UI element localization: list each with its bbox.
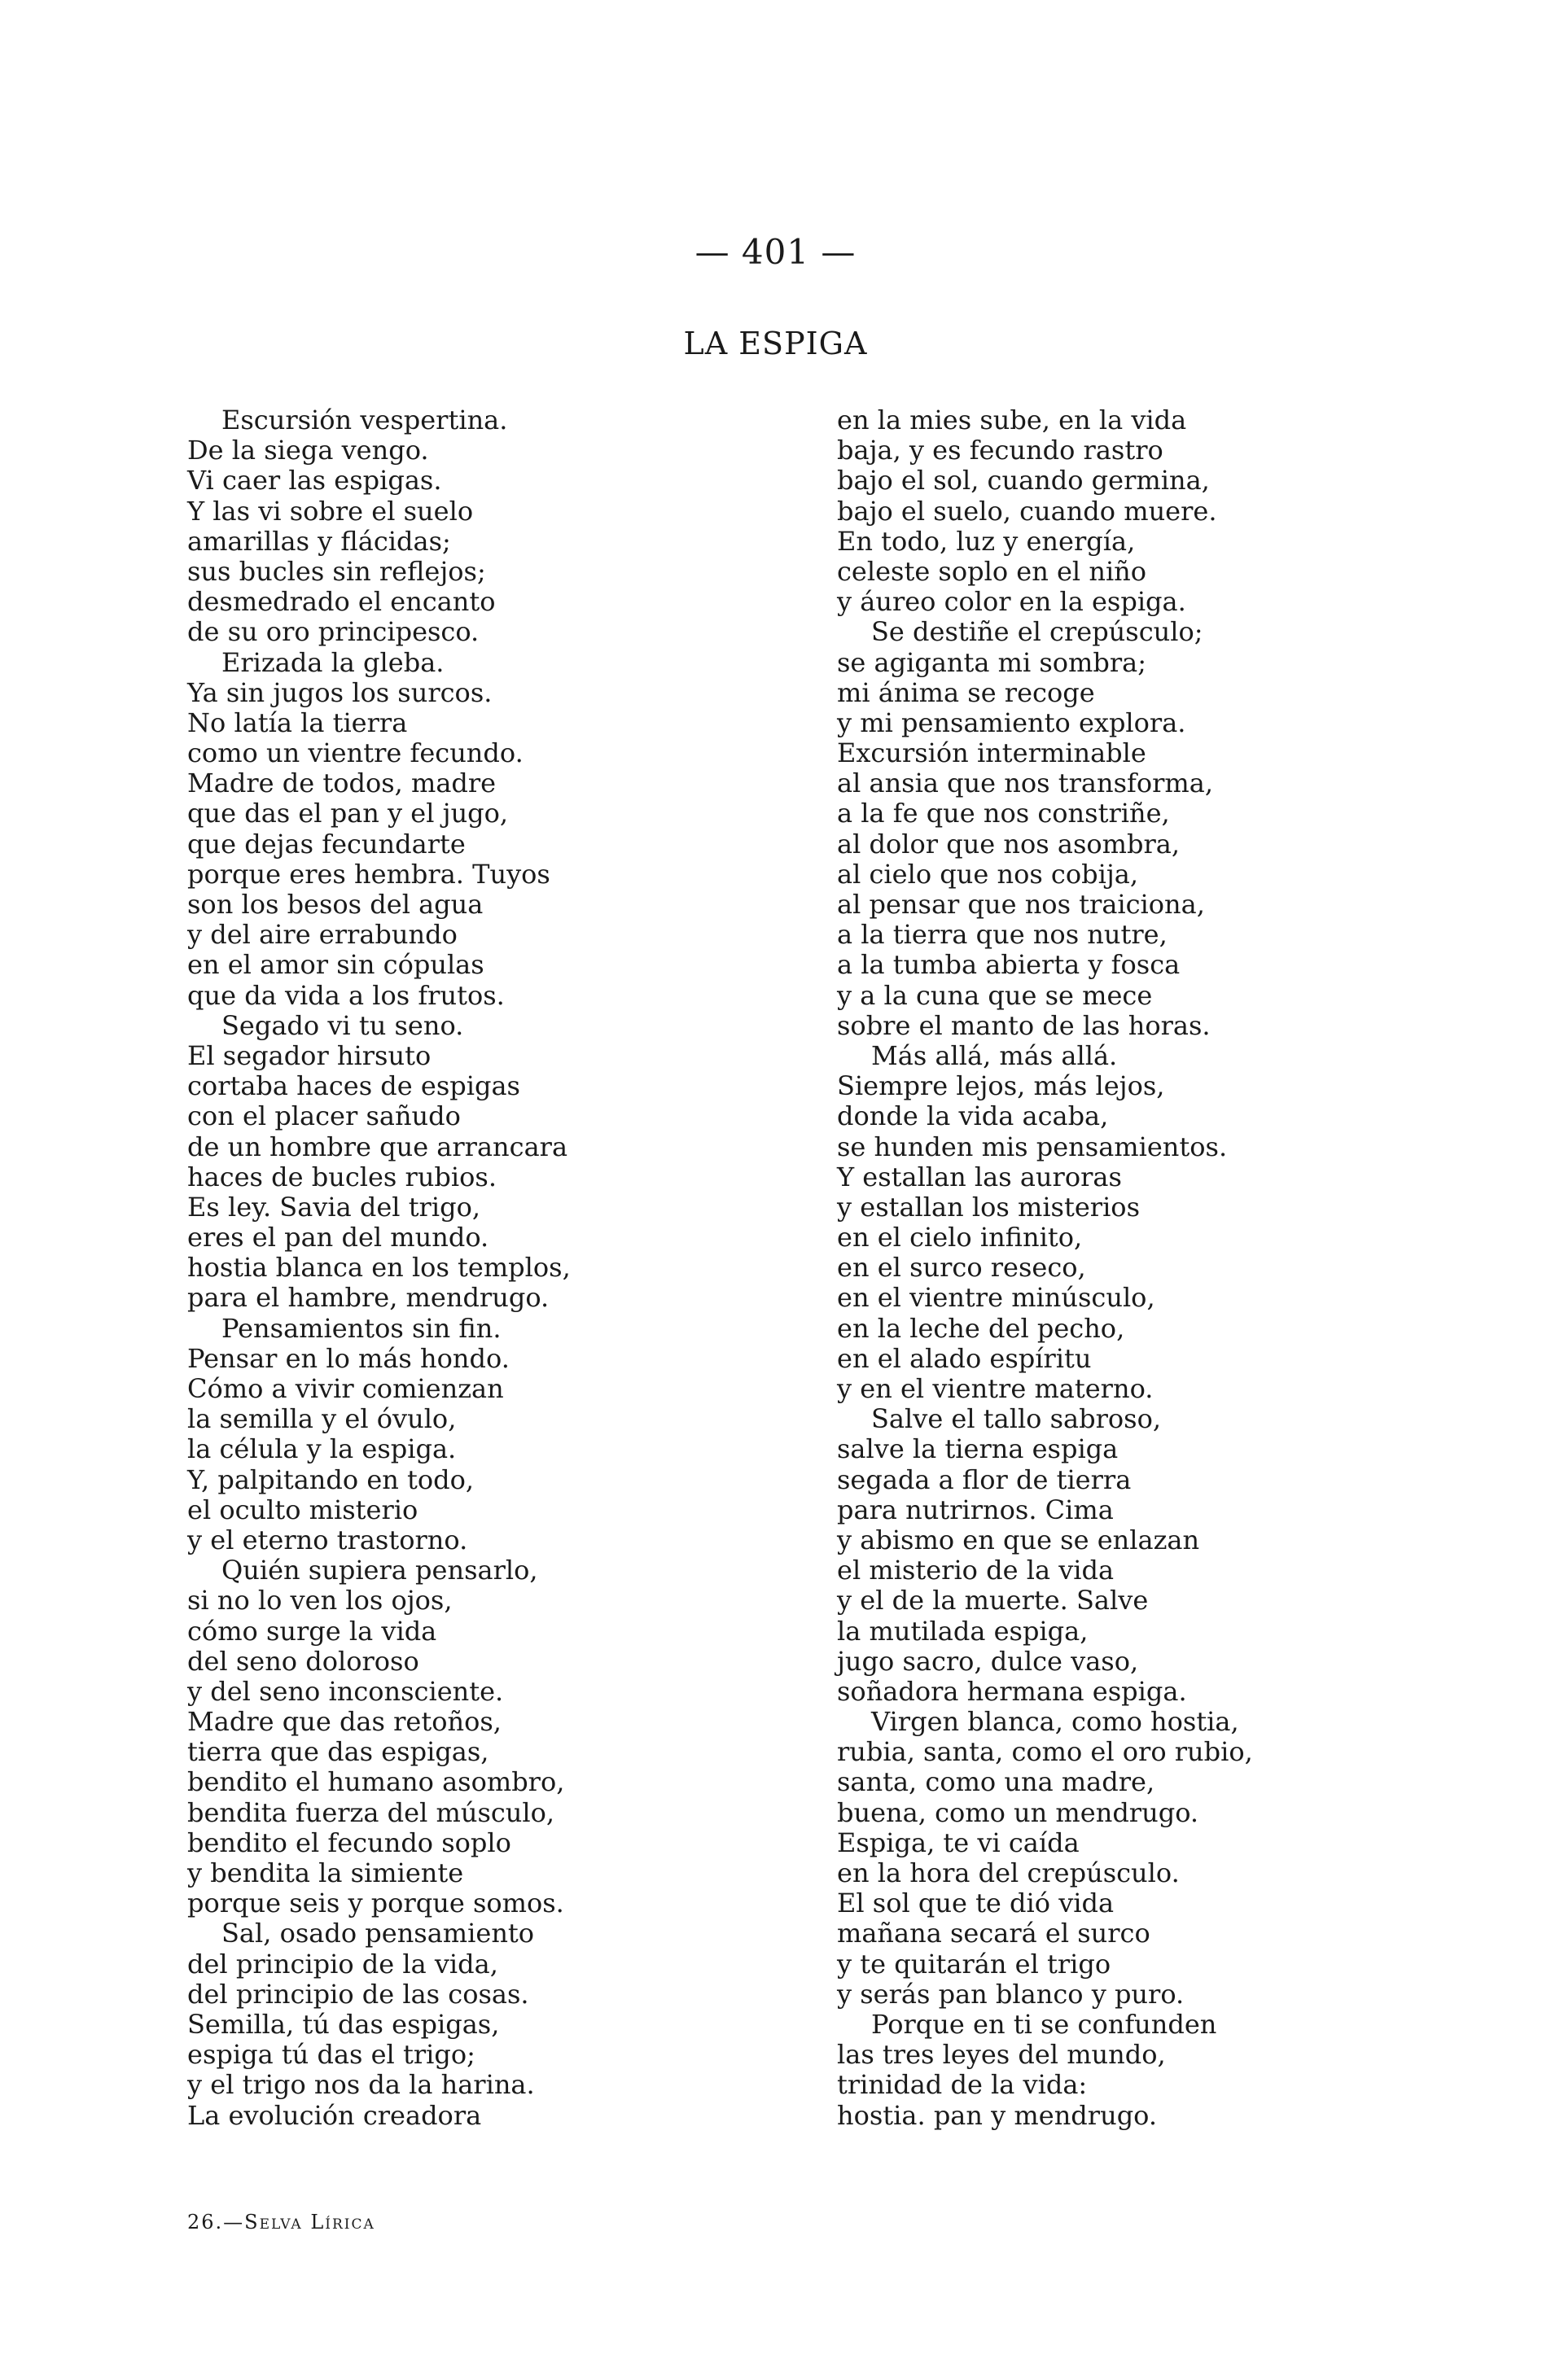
poem-line: Madre que das retoños,: [187, 1706, 502, 1738]
poem-line: En todo, luz y energía,: [837, 525, 1136, 557]
poem-line: de su oro principesco.: [187, 616, 480, 648]
poem-line: la célula y la espiga.: [187, 1433, 457, 1465]
poem-line: Más allá, más allá.: [871, 1039, 1118, 1071]
poem-line: de un hombre que arrancara: [187, 1131, 568, 1162]
poem-line: bendito el humano asombro,: [187, 1766, 565, 1798]
poem-line: La evolución creadora: [187, 2099, 482, 2131]
poem-line: a la fe que nos constriñe,: [837, 798, 1170, 829]
poem-line: mañana secará el surco: [837, 1918, 1150, 1949]
poem-line: en el vientre minúsculo,: [837, 1282, 1155, 1314]
poem-line: que dejas fecundarte: [187, 828, 466, 860]
poem-line: No latía la tierra: [187, 707, 408, 738]
poem-line: Escursión vespertina.: [221, 405, 508, 435]
poem-line: para nutrirnos. Cima: [837, 1494, 1114, 1525]
poem-line: Sal, osado pensamiento: [221, 1918, 535, 1949]
poem-line: porque eres hembra. Tuyos: [187, 858, 550, 890]
poem-line: El segador hirsuto: [187, 1039, 432, 1071]
book-signature: 26.—Selva Lírica: [187, 2211, 375, 2233]
poem-line: Ya sin jugos los surcos.: [187, 676, 493, 708]
poem-line: se agiganta mi sombra;: [837, 646, 1147, 678]
poem-line: porque seis y porque somos.: [187, 1888, 564, 1919]
poem-line: De la siega vengo.: [187, 435, 429, 466]
poem-line: Y, palpitando en todo,: [187, 1463, 475, 1495]
poem-line: bajo el sol, cuando germina,: [837, 465, 1210, 497]
poem-line: a la tumba abierta y fosca: [837, 949, 1181, 981]
poem-line: eres el pan del mundo.: [187, 1222, 489, 1253]
poem-line: sus bucles sin reflejos;: [187, 555, 486, 587]
page-number: — 401 —: [694, 232, 857, 272]
poem-line: Porque en ti se confunden: [871, 2008, 1217, 2040]
poem-title: LA ESPIGA: [683, 326, 868, 361]
poem-line: Vi caer las espigas.: [187, 465, 442, 497]
poem-line: bajo el suelo, cuando muere.: [837, 495, 1217, 527]
poem-line: celeste soplo en el niño: [837, 555, 1147, 587]
poem-line: Quién supiera pensarlo,: [221, 1555, 538, 1586]
poem-line: y bendita la simiente: [187, 1857, 464, 1888]
poem-line: y el de la muerte. Salve: [837, 1585, 1149, 1617]
poem-line: al dolor que nos asombra,: [837, 828, 1181, 860]
poem-line: y áureo color en la espiga.: [837, 586, 1186, 618]
poem-line: y del seno inconsciente.: [187, 1675, 504, 1707]
poem-line: bendito el fecundo soplo: [187, 1827, 511, 1858]
poem-line: soñadora hermana espiga.: [837, 1675, 1187, 1707]
poem-line: Y las vi sobre el suelo: [187, 495, 474, 527]
poem-line: tierra que das espigas,: [187, 1736, 489, 1768]
poem-line: y en el vientre materno.: [837, 1373, 1154, 1404]
poem-line: bendita fuerza del músculo,: [187, 1796, 555, 1828]
poem-line: Madre de todos, madre: [187, 768, 497, 799]
poem-line: donde la vida acaba,: [837, 1100, 1109, 1132]
poem-line: para el hambre, mendrugo.: [187, 1282, 550, 1314]
poem-column-right: [837, 405, 1342, 2131]
poem-line: el misterio de la vida: [837, 1555, 1115, 1586]
poem-line: las tres leyes del mundo,: [837, 2039, 1166, 2071]
poem-line: como un vientre fecundo.: [187, 737, 524, 769]
poem-line: y el eterno trastorno.: [187, 1524, 468, 1555]
poem-line: en el surco reseco,: [837, 1252, 1086, 1284]
poem-line: Y estallan las auroras: [837, 1161, 1122, 1192]
poem-line: desmedrado el encanto: [187, 586, 496, 618]
poem-line: del principio de la vida,: [187, 1948, 498, 1980]
poem-line: al ansia que nos transforma,: [837, 768, 1214, 799]
poem-line: espiga tú das el trigo;: [187, 2039, 475, 2071]
poem-line: en la leche del pecho,: [837, 1312, 1125, 1344]
poem-line: jugo sacro, dulce vaso,: [837, 1645, 1139, 1677]
poem-line: y mi pensamiento explora.: [837, 707, 1186, 738]
poem-line: en la hora del crepúsculo.: [837, 1857, 1180, 1888]
poem-line: Erizada la gleba.: [221, 646, 445, 678]
poem-line: Cómo a vivir comienzan: [187, 1373, 504, 1404]
poem-line: salve la tierna espiga: [837, 1433, 1119, 1465]
poem-line: Segado vi tu seno.: [221, 1009, 464, 1041]
poem-line: y estallan los misterios: [837, 1191, 1140, 1223]
poem-line: Espiga, te vi caída: [837, 1827, 1080, 1858]
poem-line: El sol que te dió vida: [837, 1888, 1115, 1919]
poem-line: del principio de las cosas.: [187, 1978, 529, 2010]
poem-line: se hunden mis pensamientos.: [837, 1131, 1228, 1162]
poem-line: Excursión interminable: [837, 737, 1146, 769]
poem-line: Virgen blanca, como hostia,: [871, 1706, 1239, 1738]
poem-line: buena, como un mendrugo.: [837, 1796, 1199, 1828]
poem-line: son los besos del agua: [187, 889, 484, 920]
poem-line: que da vida a los frutos.: [187, 979, 505, 1011]
poem-line: cortaba haces de espigas: [187, 1070, 520, 1102]
poem-line: segada a flor de tierra: [837, 1463, 1132, 1495]
poem-line: Pensar en lo más hondo.: [187, 1342, 510, 1374]
poem-line: mi ánima se recoge: [837, 676, 1095, 708]
poem-column-left: [187, 405, 643, 2131]
poem-line: baja, y es fecundo rastro: [837, 435, 1163, 466]
poem-line: si no lo ven los ojos,: [187, 1585, 453, 1617]
poem-line: Se destiñe el crepúsculo;: [871, 616, 1203, 648]
poem-line: Siempre lejos, más lejos,: [837, 1070, 1165, 1102]
poem-line: haces de bucles rubios.: [187, 1161, 497, 1192]
poem-line: sobre el manto de las horas.: [837, 1009, 1211, 1041]
poem-line: al cielo que nos cobija,: [837, 858, 1138, 890]
poem-line: en el cielo infinito,: [837, 1222, 1083, 1253]
poem-line: Semilla, tú das espigas,: [187, 2008, 500, 2040]
poem-line: Pensamientos sin fin.: [221, 1312, 502, 1344]
poem-line: del seno doloroso: [187, 1645, 419, 1677]
poem-line: y el trigo nos da la harina.: [187, 2069, 535, 2101]
poem-line: hostia blanca en los templos,: [187, 1252, 571, 1284]
poem-line: la mutilada espiga,: [837, 1615, 1089, 1647]
poem-line: que das el pan y el jugo,: [187, 798, 509, 829]
poem-line: en la mies sube, en la vida: [837, 405, 1187, 435]
poem-line: en el alado espíritu: [837, 1342, 1092, 1374]
poem-line: la semilla y el óvulo,: [187, 1403, 457, 1435]
poem-line: en el amor sin cópulas: [187, 949, 484, 981]
poem-line: a la tierra que nos nutre,: [837, 919, 1168, 951]
poem-line: trinidad de la vida:: [837, 2069, 1088, 2101]
poem-line: Es ley. Savia del trigo,: [187, 1191, 480, 1223]
poem-line: hostia. pan y mendrugo.: [837, 2099, 1158, 2131]
poem-line: rubia, santa, como el oro rubio,: [837, 1736, 1253, 1768]
poem-line: al pensar que nos traiciona,: [837, 889, 1205, 920]
poem-line: amarillas y flácidas;: [187, 525, 451, 557]
poem-line: y abismo en que se enlazan: [837, 1524, 1200, 1555]
poem-line: con el placer sañudo: [187, 1100, 461, 1132]
poem-line: y te quitarán el trigo: [837, 1948, 1111, 1980]
poem-line: y del aire errabundo: [187, 919, 458, 951]
poem-line: y serás pan blanco y puro.: [837, 1978, 1185, 2010]
poem-line: cómo surge la vida: [187, 1615, 437, 1647]
poem-line: y a la cuna que se mece: [837, 979, 1153, 1011]
poem-line: Salve el tallo sabroso,: [871, 1403, 1162, 1435]
poem-line: el oculto misterio: [187, 1494, 418, 1525]
poem-line: santa, como una madre,: [837, 1766, 1155, 1798]
